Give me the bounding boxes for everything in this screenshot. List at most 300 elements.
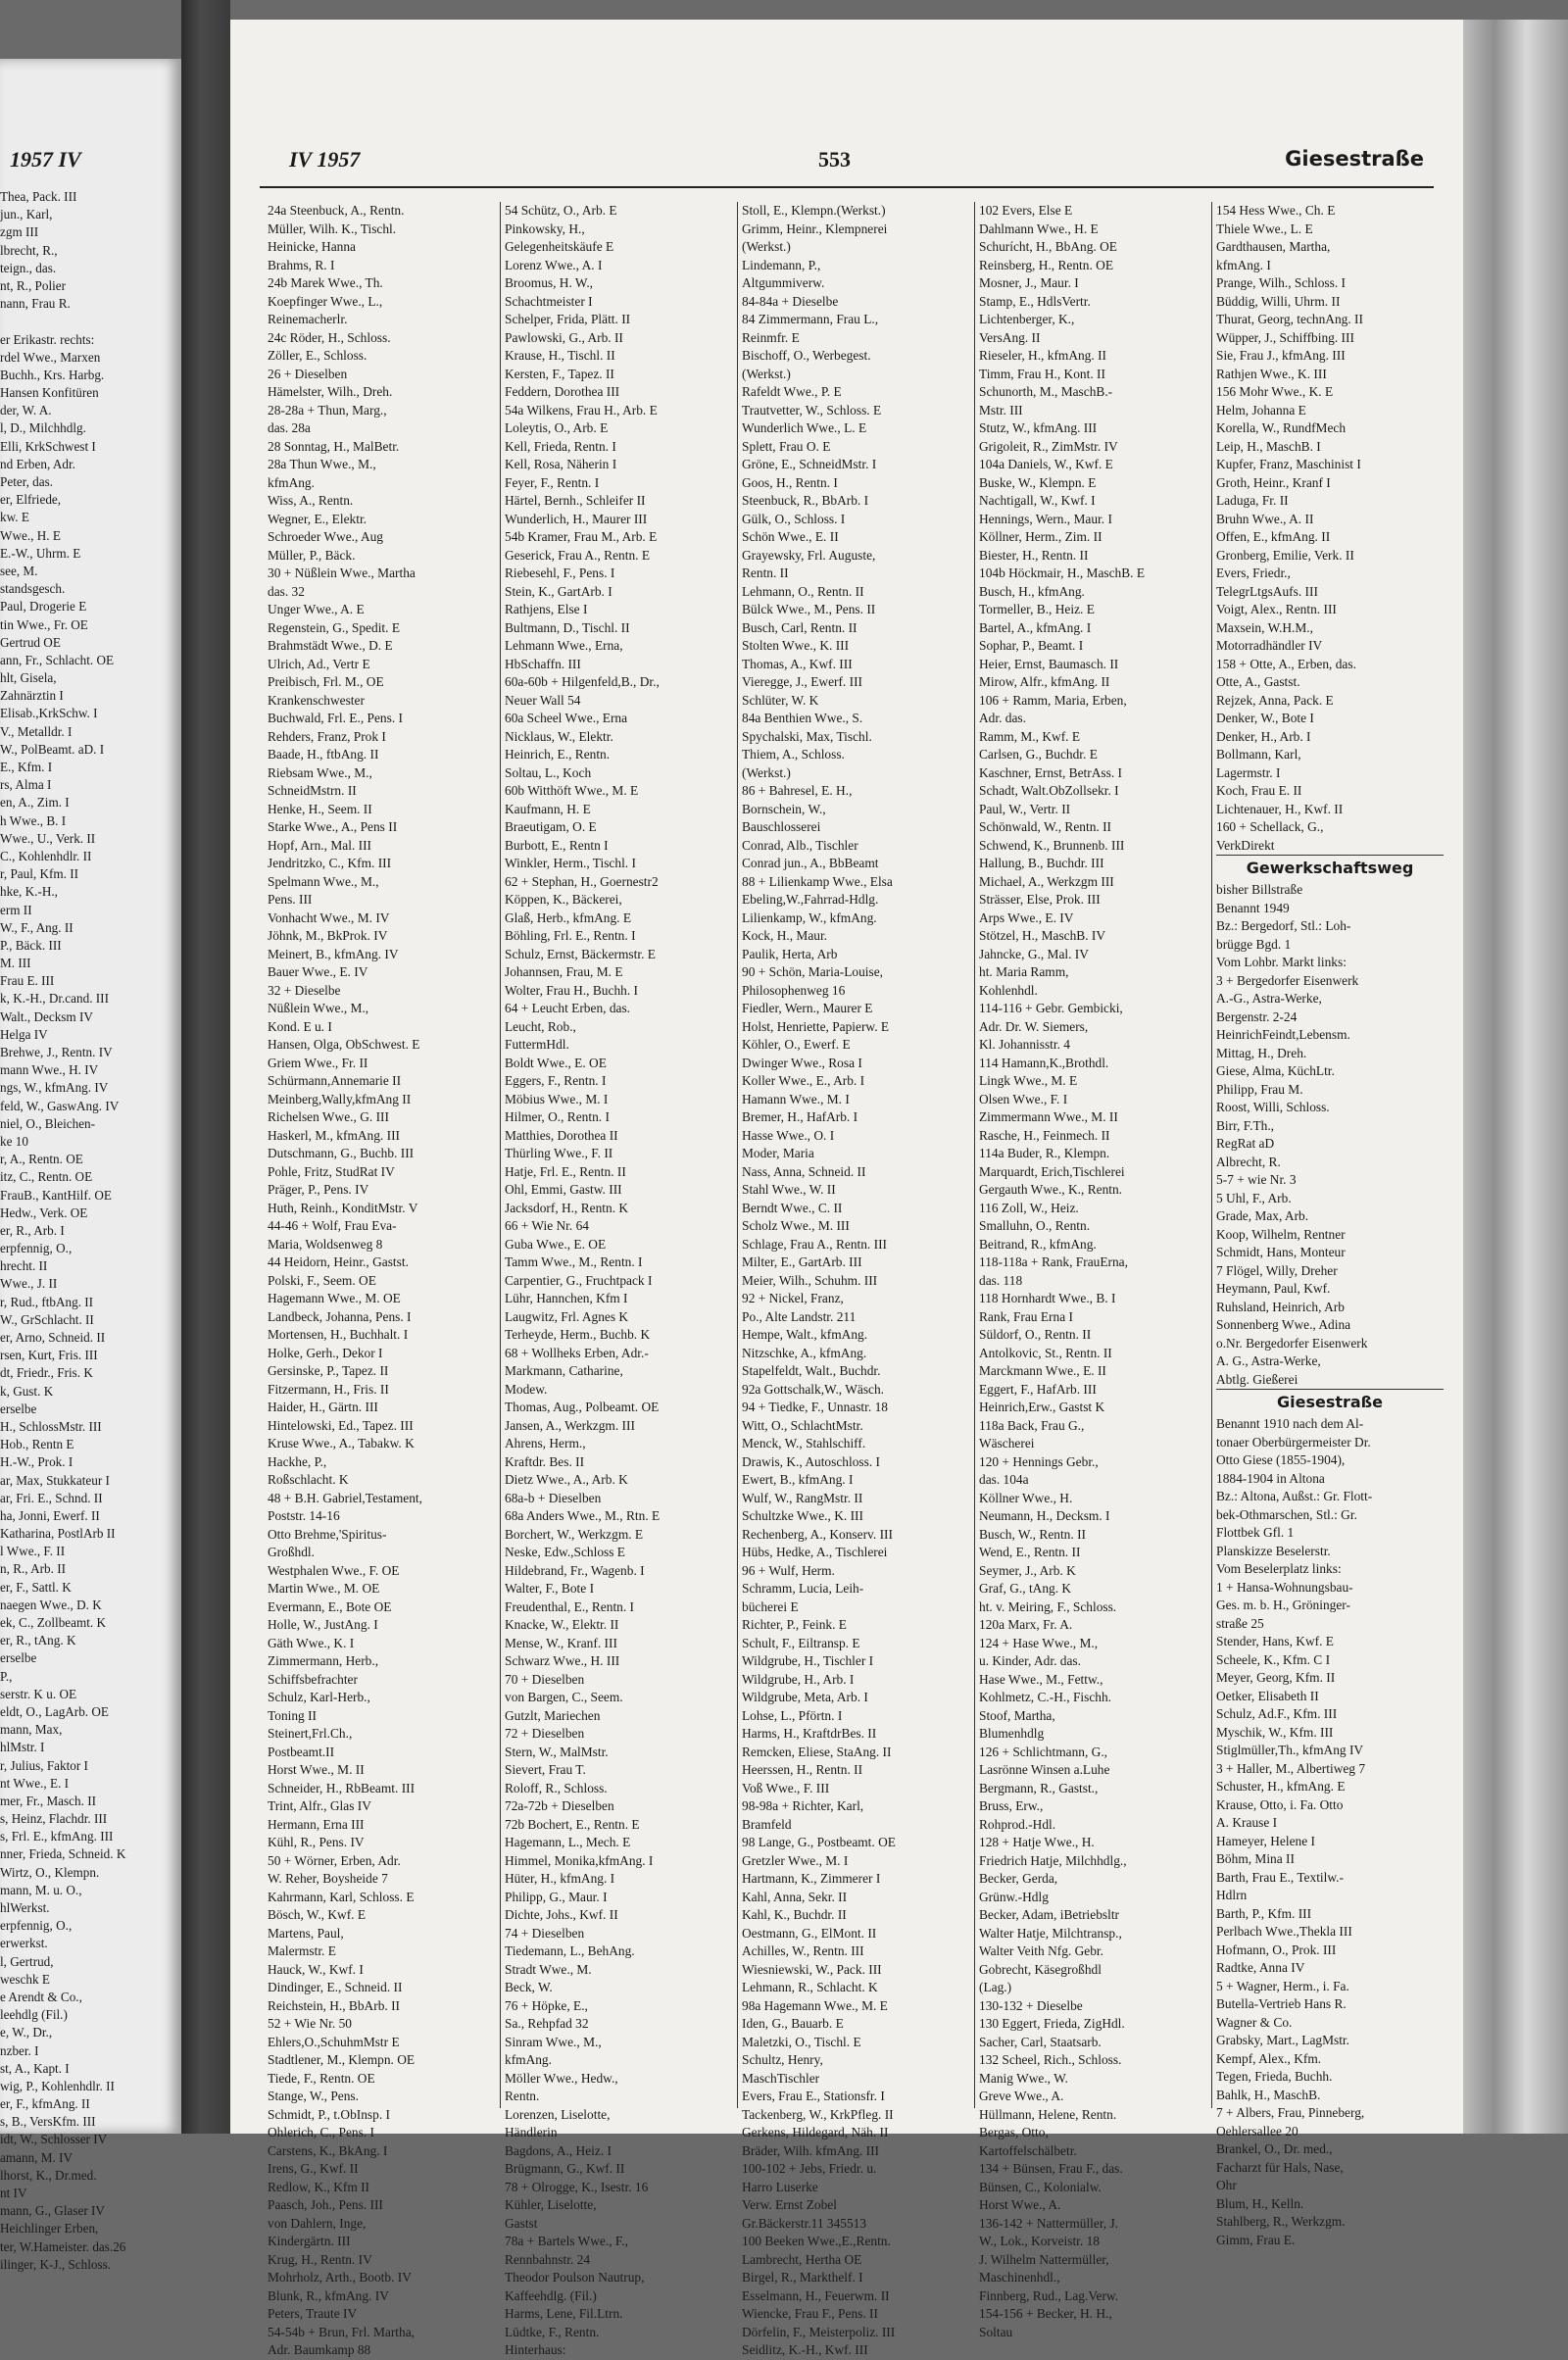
directory-entry: Postbeamt.II xyxy=(268,1744,335,1759)
left-page-line: leehdlg (Fil.) xyxy=(0,2007,68,2023)
left-page-line: mann, G., Glaser IV xyxy=(0,2203,105,2219)
directory-entry: Denker, H., Arb. I xyxy=(1216,728,1311,744)
directory-entry: Kruse Wwe., A., Tabakw. K xyxy=(268,1436,415,1450)
directory-entry: Kupfer, Franz, Maschinist I xyxy=(1216,457,1361,471)
directory-entry: Goos, H., Rentn. I xyxy=(742,474,838,490)
directory-entry: Blunk, R., kfmAng. IV xyxy=(268,2287,389,2303)
directory-entry: das. 104a xyxy=(979,1472,1029,1487)
directory-entry: von Bargen, C., Seem. xyxy=(505,1690,623,1704)
directory-entry: Schlage, Frau A., Rentn. III xyxy=(742,1236,888,1252)
directory-entry: Meier, Wilh., Schuhm. III xyxy=(742,1272,878,1288)
directory-entry: Kell, Frieda, Rentn. I xyxy=(505,438,616,454)
directory-entry: Schiffsbefrachter xyxy=(268,1671,358,1687)
directory-entry: Riebesehl, F., Pens. I xyxy=(505,565,615,580)
left-page-line: Hob., Rentn E xyxy=(0,1437,74,1452)
left-page-line: e Arendt & Co., xyxy=(0,1989,82,2004)
left-page-line: rs, Alma I xyxy=(0,777,52,793)
directory-entry: Terheyde, Herm., Buchb. K xyxy=(505,1327,651,1342)
directory-entry: 64 + Leucht Erben, das. xyxy=(505,1001,631,1015)
directory-entry: Stein, K., GartArb. I xyxy=(505,583,612,599)
directory-entry: Wüpper, J., Schiffbing. III xyxy=(1216,329,1354,345)
directory-entry: Kühl, R., Pens. IV xyxy=(268,1835,365,1849)
left-page-line: erselbe xyxy=(0,1650,37,1666)
directory-entry: Hopf, Arn., Mal. III xyxy=(268,837,371,853)
directory-entry: Benannt 1910 nach dem Al- xyxy=(1216,1416,1364,1431)
directory-entry: 160 + Schellack, G., xyxy=(1216,819,1324,834)
directory-entry: Süldorf, O., Rentn. II xyxy=(979,1327,1092,1342)
directory-entry: Kaschner, Ernst, BetrAss. I xyxy=(979,764,1122,780)
left-page xyxy=(0,59,181,2272)
directory-entry: tonaer Oberbürgermeister Dr. xyxy=(1216,1434,1371,1450)
directory-entry: Gülk, O., Schloss. I xyxy=(742,511,846,526)
directory-entry: Paul, W., Vertr. II xyxy=(979,801,1071,816)
left-page-line: mer, Fr., Masch. II xyxy=(0,1793,96,1808)
directory-entry: Griem Wwe., Fr. II xyxy=(268,1055,368,1070)
directory-entry: Bz.: Bergedorf, Stl.: Loh- xyxy=(1216,918,1351,933)
directory-entry: Kraftdr. Bes. II xyxy=(505,1453,585,1469)
directory-entry: Richter, P., Feink. E xyxy=(742,1617,847,1632)
directory-entry: Bz.: Altona, Außst.: Gr. Flott- xyxy=(1216,1489,1373,1503)
directory-entry: Kl. Johannisstr. 4 xyxy=(979,1037,1070,1052)
directory-entry: Theodor Poulson Nautrup, xyxy=(505,2270,645,2285)
directory-entry: Stahl Wwe., W. II xyxy=(742,1182,836,1197)
left-page-line: E., Kfm. I xyxy=(0,760,53,774)
directory-entry: 94 + Tiedke, F., Unnastr. 18 xyxy=(742,1400,888,1414)
directory-entry: Bergmann, R., Gastst., xyxy=(979,1780,1099,1795)
directory-entry: Lichtenberger, K., xyxy=(979,312,1075,326)
directory-entry: Henke, H., Seem. II xyxy=(268,801,372,816)
left-page-line: M. III xyxy=(0,956,31,971)
directory-entry: 28-28a + Thun, Marg., xyxy=(268,402,387,418)
directory-entry: Redlow, K., Kfm II xyxy=(268,2179,370,2194)
column-5 xyxy=(1216,202,1444,2247)
directory-entry: Voigt, Alex., Rentn. III xyxy=(1216,602,1337,616)
directory-entry: Leip, H., MaschB. I xyxy=(1216,438,1321,454)
directory-entry: Tiedemann, L., BehAng. xyxy=(505,1943,635,1958)
directory-entry: Harms, Lene, Fil.Ltrn. xyxy=(505,2306,623,2321)
directory-entry: Meinert, B., kfmAng. IV xyxy=(268,946,399,961)
directory-entry: Großhdl. xyxy=(268,1545,315,1559)
directory-entry: Maletzki, O., Tischl. E xyxy=(742,2034,861,2049)
directory-entry: Schlüter, W. K xyxy=(742,692,819,708)
directory-entry: Barth, Frau E., Textilw.- xyxy=(1216,1869,1344,1885)
directory-entry: 92 + Nickel, Franz, xyxy=(742,1291,844,1305)
left-page-line: er Erikastr. rechts: xyxy=(0,331,95,347)
directory-entry: Schunorth, M., MaschB.- xyxy=(979,384,1113,399)
left-page-line: nt Wwe., E. I xyxy=(0,1775,70,1791)
directory-entry: Leucht, Rob., xyxy=(505,1018,576,1034)
directory-entry: Blumenhdlg xyxy=(979,1726,1045,1741)
left-page-line: ek, C., Zollbeamt. K xyxy=(0,1615,107,1630)
directory-entry: Lehmann, O., Rentn. II xyxy=(742,583,864,599)
left-page-line: lbrecht, R., xyxy=(0,242,58,258)
directory-entry: Busch, Carl, Rentn. II xyxy=(742,619,858,635)
directory-entry: Bornschein, W., xyxy=(742,801,826,816)
column-divider xyxy=(974,202,975,2108)
directory-entry: Pinkowsky, H., xyxy=(505,221,585,236)
directory-entry: Starke Wwe., A., Pens II xyxy=(268,819,398,834)
directory-entry: Heinrich,Erw., Gastst K xyxy=(979,1400,1105,1414)
directory-entry: Gretzler Wwe., M. I xyxy=(742,1852,849,1868)
directory-entry: Schroeder Wwe., Aug xyxy=(268,529,384,544)
directory-entry: Böhling, Frl. E., Rentn. I xyxy=(505,928,636,943)
directory-entry: Wiesniewski, W., Pack. III xyxy=(742,1961,882,1977)
left-page-line: er, Elfriede, xyxy=(0,492,62,508)
directory-entry: Paasch, Joh., Pens. III xyxy=(268,2197,383,2212)
directory-entry: 126 + Schlichtmann, G., xyxy=(979,1744,1108,1759)
directory-entry: Krug, H., Rentn. IV xyxy=(268,2251,372,2267)
directory-entry: Becker, Adam, iBetriebsltr xyxy=(979,1907,1120,1922)
directory-entry: Zimmermann Wwe., M. II xyxy=(979,1109,1118,1124)
directory-entry: Holle, W., JustAng. I xyxy=(268,1617,378,1632)
header-rule xyxy=(260,186,1434,188)
directory-entry: Bräder, Wilh. kfmAng. III xyxy=(742,2142,879,2158)
directory-entry: Brankel, O., Dr. med., xyxy=(1216,2141,1333,2156)
left-page-line: l, D., Milchhdlg. xyxy=(0,420,86,436)
directory-entry: Rentn. II xyxy=(742,565,789,580)
directory-entry: Matthies, Dorothea II xyxy=(505,1127,618,1143)
directory-entry: Hansen, Olga, ObSchwest. E xyxy=(268,1037,420,1052)
directory-entry: 7 + Albers, Frau, Pinneberg, xyxy=(1216,2105,1365,2120)
directory-entry: straße 25 xyxy=(1216,1615,1264,1631)
left-page-line: erwerkst. xyxy=(0,1936,48,1951)
directory-entry: Schultzke Wwe., K. III xyxy=(742,1508,863,1523)
directory-entry: Bruss, Erw., xyxy=(979,1798,1044,1813)
directory-entry: Stradt Wwe., M. xyxy=(505,1961,592,1977)
left-page-line: P., Bäck. III xyxy=(0,937,62,953)
directory-entry: Adr. Baumkamp 88 xyxy=(268,2342,371,2357)
directory-entry: 54 Schütz, O., Arb. E xyxy=(505,203,617,218)
directory-entry: Schramm, Lucia, Leih- xyxy=(742,1581,864,1596)
directory-entry: Prange, Wilh., Schloss. I xyxy=(1216,275,1346,290)
directory-entry: 100-102 + Jebs, Friedr. u. xyxy=(742,2161,877,2176)
directory-entry: Neuer Wall 54 xyxy=(505,692,581,708)
directory-entry: Jacksdorf, H., Rentn. K xyxy=(505,1200,629,1215)
left-page-line: rdel Wwe., Marxen xyxy=(0,349,101,365)
page-edge xyxy=(1463,20,1568,2134)
directory-entry: Steinert,Frl.Ch., xyxy=(268,1726,353,1741)
directory-entry: Radtke, Anna IV xyxy=(1216,1960,1305,1975)
directory-entry: Kempf, Alex., Kfm. xyxy=(1216,2050,1322,2066)
directory-entry: Johannsen, Frau, M. E xyxy=(505,964,623,979)
directory-entry: das. 118 xyxy=(979,1272,1023,1288)
directory-entry: Korella, W., RundfMech xyxy=(1216,420,1347,435)
directory-entry: Lindemann, P., xyxy=(742,257,821,272)
directory-entry: Schmidt, P., t.ObInsp. I xyxy=(268,2106,390,2122)
directory-entry: 134 + Bünsen, Frau F., das. xyxy=(979,2161,1123,2176)
directory-entry: Ohr xyxy=(1216,2178,1237,2192)
directory-entry: Stamp, E., HdlsVertr. xyxy=(979,293,1091,309)
directory-entry: Sonnenberg Wwe., Adina xyxy=(1216,1317,1351,1332)
directory-entry: 1884-1904 in Altona xyxy=(1216,1470,1325,1486)
directory-entry: Hintelowski, Ed., Tapez. III xyxy=(268,1417,414,1433)
directory-entry: Dutschmann, G., Buchb. III xyxy=(268,1146,415,1160)
directory-entry: das. 28a xyxy=(268,420,311,435)
directory-entry: bücherei E xyxy=(742,1598,799,1614)
left-page-line: Brehwe, J., Rentn. IV xyxy=(0,1045,113,1059)
directory-entry: Ges. m. b. H., Gröninger- xyxy=(1216,1598,1350,1612)
directory-entry: Gutzlt, Mariechen xyxy=(505,1707,601,1723)
directory-entry: Rafeldt Wwe., P. E xyxy=(742,384,842,399)
directory-entry: Ulrich, Ad., Vertr E xyxy=(268,656,370,671)
directory-entry: Friedrich Hatje, Milchhdlg., xyxy=(979,1852,1127,1868)
directory-entry: Busch, W., Rentn. II xyxy=(979,1526,1086,1542)
directory-entry: Flottbek Gfl. 1 xyxy=(1216,1525,1295,1540)
left-page-line: jun., Karl, xyxy=(0,207,53,222)
directory-entry: Jendritzko, C., Kfm. III xyxy=(268,856,392,870)
directory-entry: Rentn. xyxy=(505,2089,540,2103)
directory-entry: Koepfinger Wwe., L., xyxy=(268,293,383,309)
left-page-line: kw. E xyxy=(0,510,29,525)
directory-entry: 78 + Olrogge, K., Isestr. 16 xyxy=(505,2179,649,2194)
directory-entry: Gäth Wwe., K. I xyxy=(268,1635,355,1650)
directory-entry: 118a Back, Frau G., xyxy=(979,1417,1085,1433)
directory-entry: Krause, Otto, i. Fa. Otto xyxy=(1216,1796,1344,1812)
left-page-line: V., Metalldr. I xyxy=(0,723,73,739)
directory-entry: 68a-b + Dieselben xyxy=(505,1490,602,1505)
directory-entry: 118 Hornhardt Wwe., B. I xyxy=(979,1291,1116,1305)
directory-entry: Köllner Wwe., H. xyxy=(979,1490,1073,1505)
directory-entry: 130-132 + Dieselbe xyxy=(979,1997,1083,2013)
directory-entry: Wunderlich Wwe., L. E xyxy=(742,420,867,435)
left-page-line: en, A., Zim. I xyxy=(0,795,70,811)
directory-entry: Lingk Wwe., M. E xyxy=(979,1073,1078,1088)
directory-entry: Wildgrube, Meta, Arb. I xyxy=(742,1690,868,1704)
directory-entry: 3 + Bergedorfer Eisenwerk xyxy=(1216,972,1359,988)
directory-entry: Unger Wwe., A. E xyxy=(268,602,365,616)
directory-entry: 48 + B.H. Gabriel,Testament, xyxy=(268,1490,422,1505)
directory-entry: Roloff, R., Schloss. xyxy=(505,1780,608,1795)
left-page-line: r, Paul, Kfm. II xyxy=(0,866,79,882)
left-page-line: Frau E. III xyxy=(0,973,55,989)
directory-entry: 114-116 + Gebr. Gembicki, xyxy=(979,1001,1123,1015)
directory-entry: Planskizze Beselerstr. xyxy=(1216,1543,1331,1558)
directory-entry: 44 Heidorn, Heinr., Gastst. xyxy=(268,1254,409,1269)
directory-entry: Freudenthal, E., Rentn. I xyxy=(505,1598,635,1614)
directory-entry: Ewert, B., kfmAng. I xyxy=(742,1472,854,1487)
directory-entry: 70 + Dieselben xyxy=(505,1671,585,1687)
directory-entry: Roost, Willi, Schloss. xyxy=(1216,1100,1330,1114)
directory-entry: kfmAng. xyxy=(505,2052,552,2067)
directory-entry: bisher Billstraße xyxy=(1216,882,1303,897)
directory-entry: Schwarz Wwe., H. III xyxy=(505,1653,620,1668)
directory-entry: Koller Wwe., E., Arb. I xyxy=(742,1073,865,1088)
directory-entry: 72 + Dieselben xyxy=(505,1726,585,1741)
left-page-line: E.-W., Uhrm. E xyxy=(0,545,81,561)
directory-entry: Stahlberg, R., Werkzgm. xyxy=(1216,2214,1346,2229)
directory-entry: Gelegenheitskäufe E xyxy=(505,239,614,254)
left-page-line: standsgesch. xyxy=(0,581,66,597)
directory-entry: 30 + Nüßlein Wwe., Martha xyxy=(268,565,416,580)
directory-entry: Thurat, Georg, technAng. II xyxy=(1216,312,1363,326)
directory-entry: Schneider, H., RbBeamt. III xyxy=(268,1780,416,1795)
directory-entry: 78a + Bartels Wwe., F., xyxy=(505,2234,628,2248)
directory-entry: Achilles, W., Rentn. III xyxy=(742,1943,864,1958)
left-page-line: Walt., Decksm IV xyxy=(0,1008,93,1024)
directory-entry: Stolten Wwe., K. III xyxy=(742,638,850,653)
directory-entry: Maxsein, W.H.M., xyxy=(1216,619,1313,635)
directory-entry: Bösch, W., Kwf. E xyxy=(268,1907,367,1922)
left-page-line: l Wwe., F. II xyxy=(0,1544,66,1559)
directory-entry: Schönwald, W., Rentn. II xyxy=(979,819,1112,834)
directory-entry: Menck, W., Stahlschiff. xyxy=(742,1436,866,1450)
directory-entry: 100 Beeken Wwe.,E.,Rentn. xyxy=(742,2234,891,2248)
directory-entry: 72b Bochert, E., Rentn. E xyxy=(505,1816,640,1832)
left-page-line: e, W., Dr., xyxy=(0,2025,53,2040)
directory-entry: Thomas, Aug., Polbeamt. OE xyxy=(505,1400,660,1414)
directory-entry: Mohrholz, Arth., Bootb. IV xyxy=(268,2270,412,2285)
page-number: 553 xyxy=(818,147,851,172)
directory-entry: Meinberg,Wally,kfmAng II xyxy=(268,1091,412,1106)
directory-entry: Vom Lohbr. Markt links: xyxy=(1216,955,1347,969)
directory-entry: SchneidMstrn. II xyxy=(268,783,357,798)
left-page-line: r, A., Rentn. OE xyxy=(0,1152,83,1167)
directory-entry: Winkler, Herm., Tischl. I xyxy=(505,856,636,870)
directory-entry: Kaffeehdlg. (Fil.) xyxy=(505,2287,597,2303)
directory-entry: Busch, H., kfmAng. xyxy=(979,583,1085,599)
directory-entry: Feddern, Dorothea III xyxy=(505,384,620,399)
directory-entry: Scholz Wwe., M. III xyxy=(742,1218,850,1233)
directory-entry: 98a Hagemann Wwe., M. E xyxy=(742,1997,888,2013)
directory-entry: Schadt, Walt.ObZollsekr. I xyxy=(979,783,1119,798)
directory-entry: 54a Wilkens, Frau H., Arb. E xyxy=(505,402,658,418)
directory-entry: Paulik, Herta, Arb xyxy=(742,946,838,961)
directory-entry: Malermstr. E xyxy=(268,1943,336,1958)
directory-entry: Giese, Alma, KüchLtr. xyxy=(1216,1063,1335,1078)
left-page-line: teign., das. xyxy=(0,260,57,275)
directory-entry: Tamm Wwe., M., Rentn. I xyxy=(505,1254,643,1269)
directory-entry: Harms, H., KraftdrBes. II xyxy=(742,1726,877,1741)
left-page-line: C., Kohlenhdlr. II xyxy=(0,848,92,863)
directory-entry: Wäscherei xyxy=(979,1436,1035,1450)
directory-entry: Hameyer, Helene I xyxy=(1216,1833,1315,1848)
directory-entry: Sinram Wwe., M., xyxy=(505,2034,602,2049)
directory-entry: Benannt 1949 xyxy=(1216,900,1290,915)
directory-entry: Evers, Frau E., Stationsfr. I xyxy=(742,2089,885,2103)
directory-entry: 98-98a + Richter, Karl, xyxy=(742,1798,864,1813)
directory-entry: Köllner, Herm., Zim. II xyxy=(979,529,1102,544)
directory-entry: 24b Marek Wwe., Th. xyxy=(268,275,383,290)
directory-entry: Kartoffelschälbetr. xyxy=(979,2142,1077,2158)
directory-entry: Michael, A., Werkzgm III xyxy=(979,873,1114,889)
directory-entry: Heier, Ernst, Baumasch. II xyxy=(979,656,1119,671)
directory-entry: Burbott, E., Rentn I xyxy=(505,837,609,853)
left-page-line: er, Arno, Schneid. II xyxy=(0,1330,106,1345)
left-page-line: ha, Jonni, Ewerf. II xyxy=(0,1507,100,1523)
directory-entry: 106 + Ramm, Maria, Erben, xyxy=(979,692,1127,708)
directory-entry: u. Kinder, Adr. das. xyxy=(979,1653,1081,1668)
directory-entry: Thiele Wwe., L. E xyxy=(1216,221,1313,236)
directory-entry: Hagemann Wwe., M. OE xyxy=(268,1291,401,1305)
directory-entry: Rathjens, Else I xyxy=(505,602,588,616)
directory-entry: Reinsberg, H., Rentn. OE xyxy=(979,257,1113,272)
directory-entry: Evers, Friedr., xyxy=(1216,565,1291,580)
directory-entry: Horst Wwe., M. II xyxy=(268,1762,365,1777)
left-page-line: erselbe xyxy=(0,1401,37,1416)
directory-entry: Böhm, Mina II xyxy=(1216,1851,1295,1866)
directory-entry: 104a Daniels, W., Kwf. E xyxy=(979,457,1113,471)
directory-entry: Regenstein, G., Spedit. E xyxy=(268,619,401,635)
directory-entry: Antolkovic, St., Rentn. II xyxy=(979,1345,1112,1360)
directory-entry: Bagdons, A., Heiz. I xyxy=(505,2142,612,2158)
directory-entry: Remcken, Eliese, StaAng. II xyxy=(742,1744,892,1759)
directory-entry: Schön Wwe., E. II xyxy=(742,529,839,544)
directory-entry: Gerkens, Hildegard, Näh. II xyxy=(742,2125,889,2139)
directory-entry: Maria, Woldsenweg 8 xyxy=(268,1236,383,1252)
directory-entry: 24c Röder, H., Schloss. xyxy=(268,329,391,345)
directory-entry: Himmel, Monika,kfmAng. I xyxy=(505,1852,654,1868)
left-page-line: nd Erben, Adr. xyxy=(0,456,75,471)
directory-entry: Broomus, H. W., xyxy=(505,275,594,290)
left-page-line: Helga IV xyxy=(0,1026,48,1042)
directory-entry: Soltau xyxy=(979,2324,1013,2339)
directory-entry: Dwinger Wwe., Rosa I xyxy=(742,1055,862,1070)
directory-entry: Esselmann, H., Feuerwm. II xyxy=(742,2287,890,2303)
directory-entry: Otto Giese (1855-1904), xyxy=(1216,1452,1346,1467)
directory-entry: 124 + Hase Wwe., M., xyxy=(979,1635,1099,1650)
directory-entry: Rieseler, H., kfmAng. II xyxy=(979,348,1106,363)
directory-entry: Kell, Rosa, Näherin I xyxy=(505,457,617,471)
directory-entry: Geserick, Frau A., Rentn. E xyxy=(505,547,651,563)
directory-entry: Kahl, Anna, Sekr. II xyxy=(742,1889,848,1904)
directory-entry: A. G., Astra-Werke, xyxy=(1216,1353,1321,1368)
directory-entry: Bremer, H., HafArb. I xyxy=(742,1109,858,1124)
directory-entry: Reinmfr. E xyxy=(742,329,800,345)
left-page-line: erpfennig, O., xyxy=(0,1241,73,1256)
directory-entry: Thomas, A., Kwf. III xyxy=(742,656,853,671)
directory-entry: Po., Alte Landstr. 211 xyxy=(742,1308,857,1324)
directory-entry: Schachtmeister I xyxy=(505,293,593,309)
directory-entry: Denker, W., Bote I xyxy=(1216,711,1314,725)
directory-entry: brügge Bgd. 1 xyxy=(1216,936,1292,952)
directory-entry: Rejzek, Anna, Pack. E xyxy=(1216,692,1334,708)
directory-entry: Adr. Dr. W. Siemers, xyxy=(979,1018,1089,1034)
directory-entry: J. Wilhelm Nattermüller, xyxy=(979,2251,1109,2267)
directory-entry: HbSchaffn. III xyxy=(505,656,581,671)
directory-entry: Gimm, Frau E. xyxy=(1216,2232,1296,2247)
directory-entry: Härtel, Bernh., Schleifer II xyxy=(505,493,646,508)
directory-entry: W., Lok., Korveistr. 18 xyxy=(979,2234,1100,2248)
directory-entry: Scheele, K., Kfm. C I xyxy=(1216,1651,1331,1667)
directory-entry: Birgel, R., Markthelf. I xyxy=(742,2270,863,2285)
left-page-line: er, F., Sattl. K xyxy=(0,1579,72,1595)
left-page-line: ke 10 xyxy=(0,1133,28,1149)
directory-entry: Irens, G., Kwf. II xyxy=(268,2161,359,2176)
directory-entry: Conrad jun., A., BbBeamt xyxy=(742,856,879,870)
directory-entry: Zimmermann, Herb., xyxy=(268,1653,379,1668)
directory-entry: Loleytis, O., Arb. E xyxy=(505,420,609,435)
directory-entry: Dindinger, E., Schneid. II xyxy=(268,1980,403,1994)
directory-entry: Kohlmetz, C.-H., Fischh. xyxy=(979,1690,1112,1704)
column-1 xyxy=(268,202,495,2357)
directory-entry: 92a Gottschalk,W., Wäsch. xyxy=(742,1381,885,1397)
book-gutter xyxy=(181,0,230,2134)
directory-entry: Schulz, Ernst, Bäckermstr. E xyxy=(505,946,656,961)
directory-entry: Hüllmann, Helene, Rentn. xyxy=(979,2106,1117,2122)
left-page-line: erm II xyxy=(0,902,32,917)
directory-entry: Pens. III xyxy=(268,892,313,907)
directory-entry: VerkDirekt xyxy=(1216,837,1275,853)
directory-entry: Hartmann, K., Zimmerer I xyxy=(742,1871,881,1886)
directory-entry: Brahms, R. I xyxy=(268,257,335,272)
directory-entry: 120 + Hennings Gebr., xyxy=(979,1453,1099,1469)
directory-entry: 132 Scheel, Rich., Schloss. xyxy=(979,2052,1122,2067)
directory-entry: o.Nr. Bergedorfer Eisenwerk xyxy=(1216,1335,1368,1351)
left-page-line: feld, W., GaswAng. IV xyxy=(0,1098,120,1113)
directory-entry: Trautvetter, W., Schloss. E xyxy=(742,402,882,418)
column-4 xyxy=(979,202,1206,2339)
directory-entry: Büddig, Willi, Uhrm. II xyxy=(1216,293,1341,309)
